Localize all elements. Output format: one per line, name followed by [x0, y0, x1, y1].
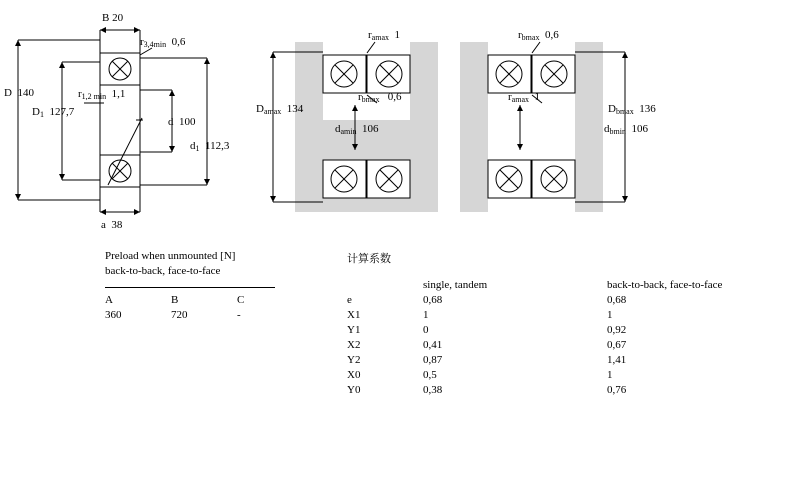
mid-label-Damax: $D_{amax}$ 134 — [256, 103, 304, 116]
preload-value-c: - — [237, 309, 241, 321]
factor-single: 1 — [423, 309, 429, 321]
left-bearing-drawing — [0, 0, 250, 240]
left-dim-B: B 20 — [102, 12, 124, 24]
preload-header-a: A — [105, 294, 113, 306]
factors-table-title: 计算系数 — [347, 252, 391, 265]
mid-label-ramax-top: $r_{amax}$ 1 — [368, 29, 400, 42]
preload-header-c: C — [237, 294, 245, 306]
mid-label-damin: $d_{amin}$ 106 — [335, 123, 379, 136]
factor-paired: 0,76 — [607, 384, 627, 396]
mid-label-Dbmax: $D_{bmax}$ 136 — [608, 103, 656, 116]
left-dim-r12min: $r_{1,2 min}$ 1,1 — [78, 88, 126, 101]
factor-name: Y1 — [347, 324, 361, 336]
factor-paired: 1 — [607, 309, 613, 321]
table-row — [347, 368, 767, 383]
factors-header-single: single, tandem — [423, 279, 488, 291]
table-row — [347, 308, 767, 323]
factor-single: 0,41 — [423, 339, 443, 351]
left-dim-d: d 100 — [168, 116, 196, 128]
preload-table-divider — [105, 287, 275, 288]
factor-name: Y2 — [347, 354, 361, 366]
factor-name: X2 — [347, 339, 361, 351]
mid-label-dbmin: $d_{bmin}$ 106 — [604, 123, 648, 136]
left-dim-D1: $D_1$ 127,7 — [32, 106, 75, 119]
preload-value-b: 720 — [171, 309, 188, 321]
preload-table-title: Preload when unmounted [N] — [105, 250, 236, 262]
left-dim-a: a 38 — [101, 219, 123, 231]
table-row — [347, 293, 767, 308]
factor-single: 0 — [423, 324, 429, 336]
table-row — [347, 338, 767, 353]
mid-label-rbmax-mid: $r_{bmax}$ 0,6 — [358, 91, 402, 104]
mid-label-rbmax-top: $r_{bmax}$ 0,6 — [518, 29, 559, 42]
left-dim-d1: $d_1$ 112,3 — [190, 140, 230, 153]
factor-paired: 0,92 — [607, 324, 627, 336]
factor-name: X0 — [347, 369, 361, 381]
factor-name: e — [347, 294, 352, 306]
left-dim-D: D 140 — [4, 87, 34, 99]
factor-single: 0,87 — [423, 354, 443, 366]
factors-table — [347, 250, 777, 398]
factor-name: X1 — [347, 309, 361, 321]
table-row — [347, 383, 767, 398]
factor-paired: 0,67 — [607, 339, 627, 351]
table-row — [347, 353, 767, 368]
factor-single: 0,5 — [423, 369, 437, 381]
factor-paired: 1 — [607, 369, 613, 381]
factor-single: 0,68 — [423, 294, 443, 306]
factor-paired: 0,68 — [607, 294, 627, 306]
factors-header-blank — [347, 278, 423, 293]
preload-header-b: B — [171, 294, 179, 306]
table-row — [105, 308, 275, 323]
factor-paired: 1,41 — [607, 354, 627, 366]
paired-bearing-drawing — [255, 0, 675, 240]
table-row — [347, 278, 767, 293]
preload-table — [105, 250, 295, 323]
left-dim-r34min: $r_{3,4min}$ 0,6 — [140, 36, 186, 49]
factor-name: Y0 — [347, 384, 361, 396]
factor-single: 0,38 — [423, 384, 443, 396]
preload-value-a: 360 — [105, 309, 122, 321]
table-row — [105, 293, 275, 308]
factors-header-paired: back-to-back, face-to-face — [607, 279, 723, 291]
preload-table-subtitle: back-to-back, face-to-face — [105, 265, 221, 277]
mid-label-ramax-mid: $r_{amax}$ 1 — [508, 91, 540, 104]
table-row — [347, 323, 767, 338]
